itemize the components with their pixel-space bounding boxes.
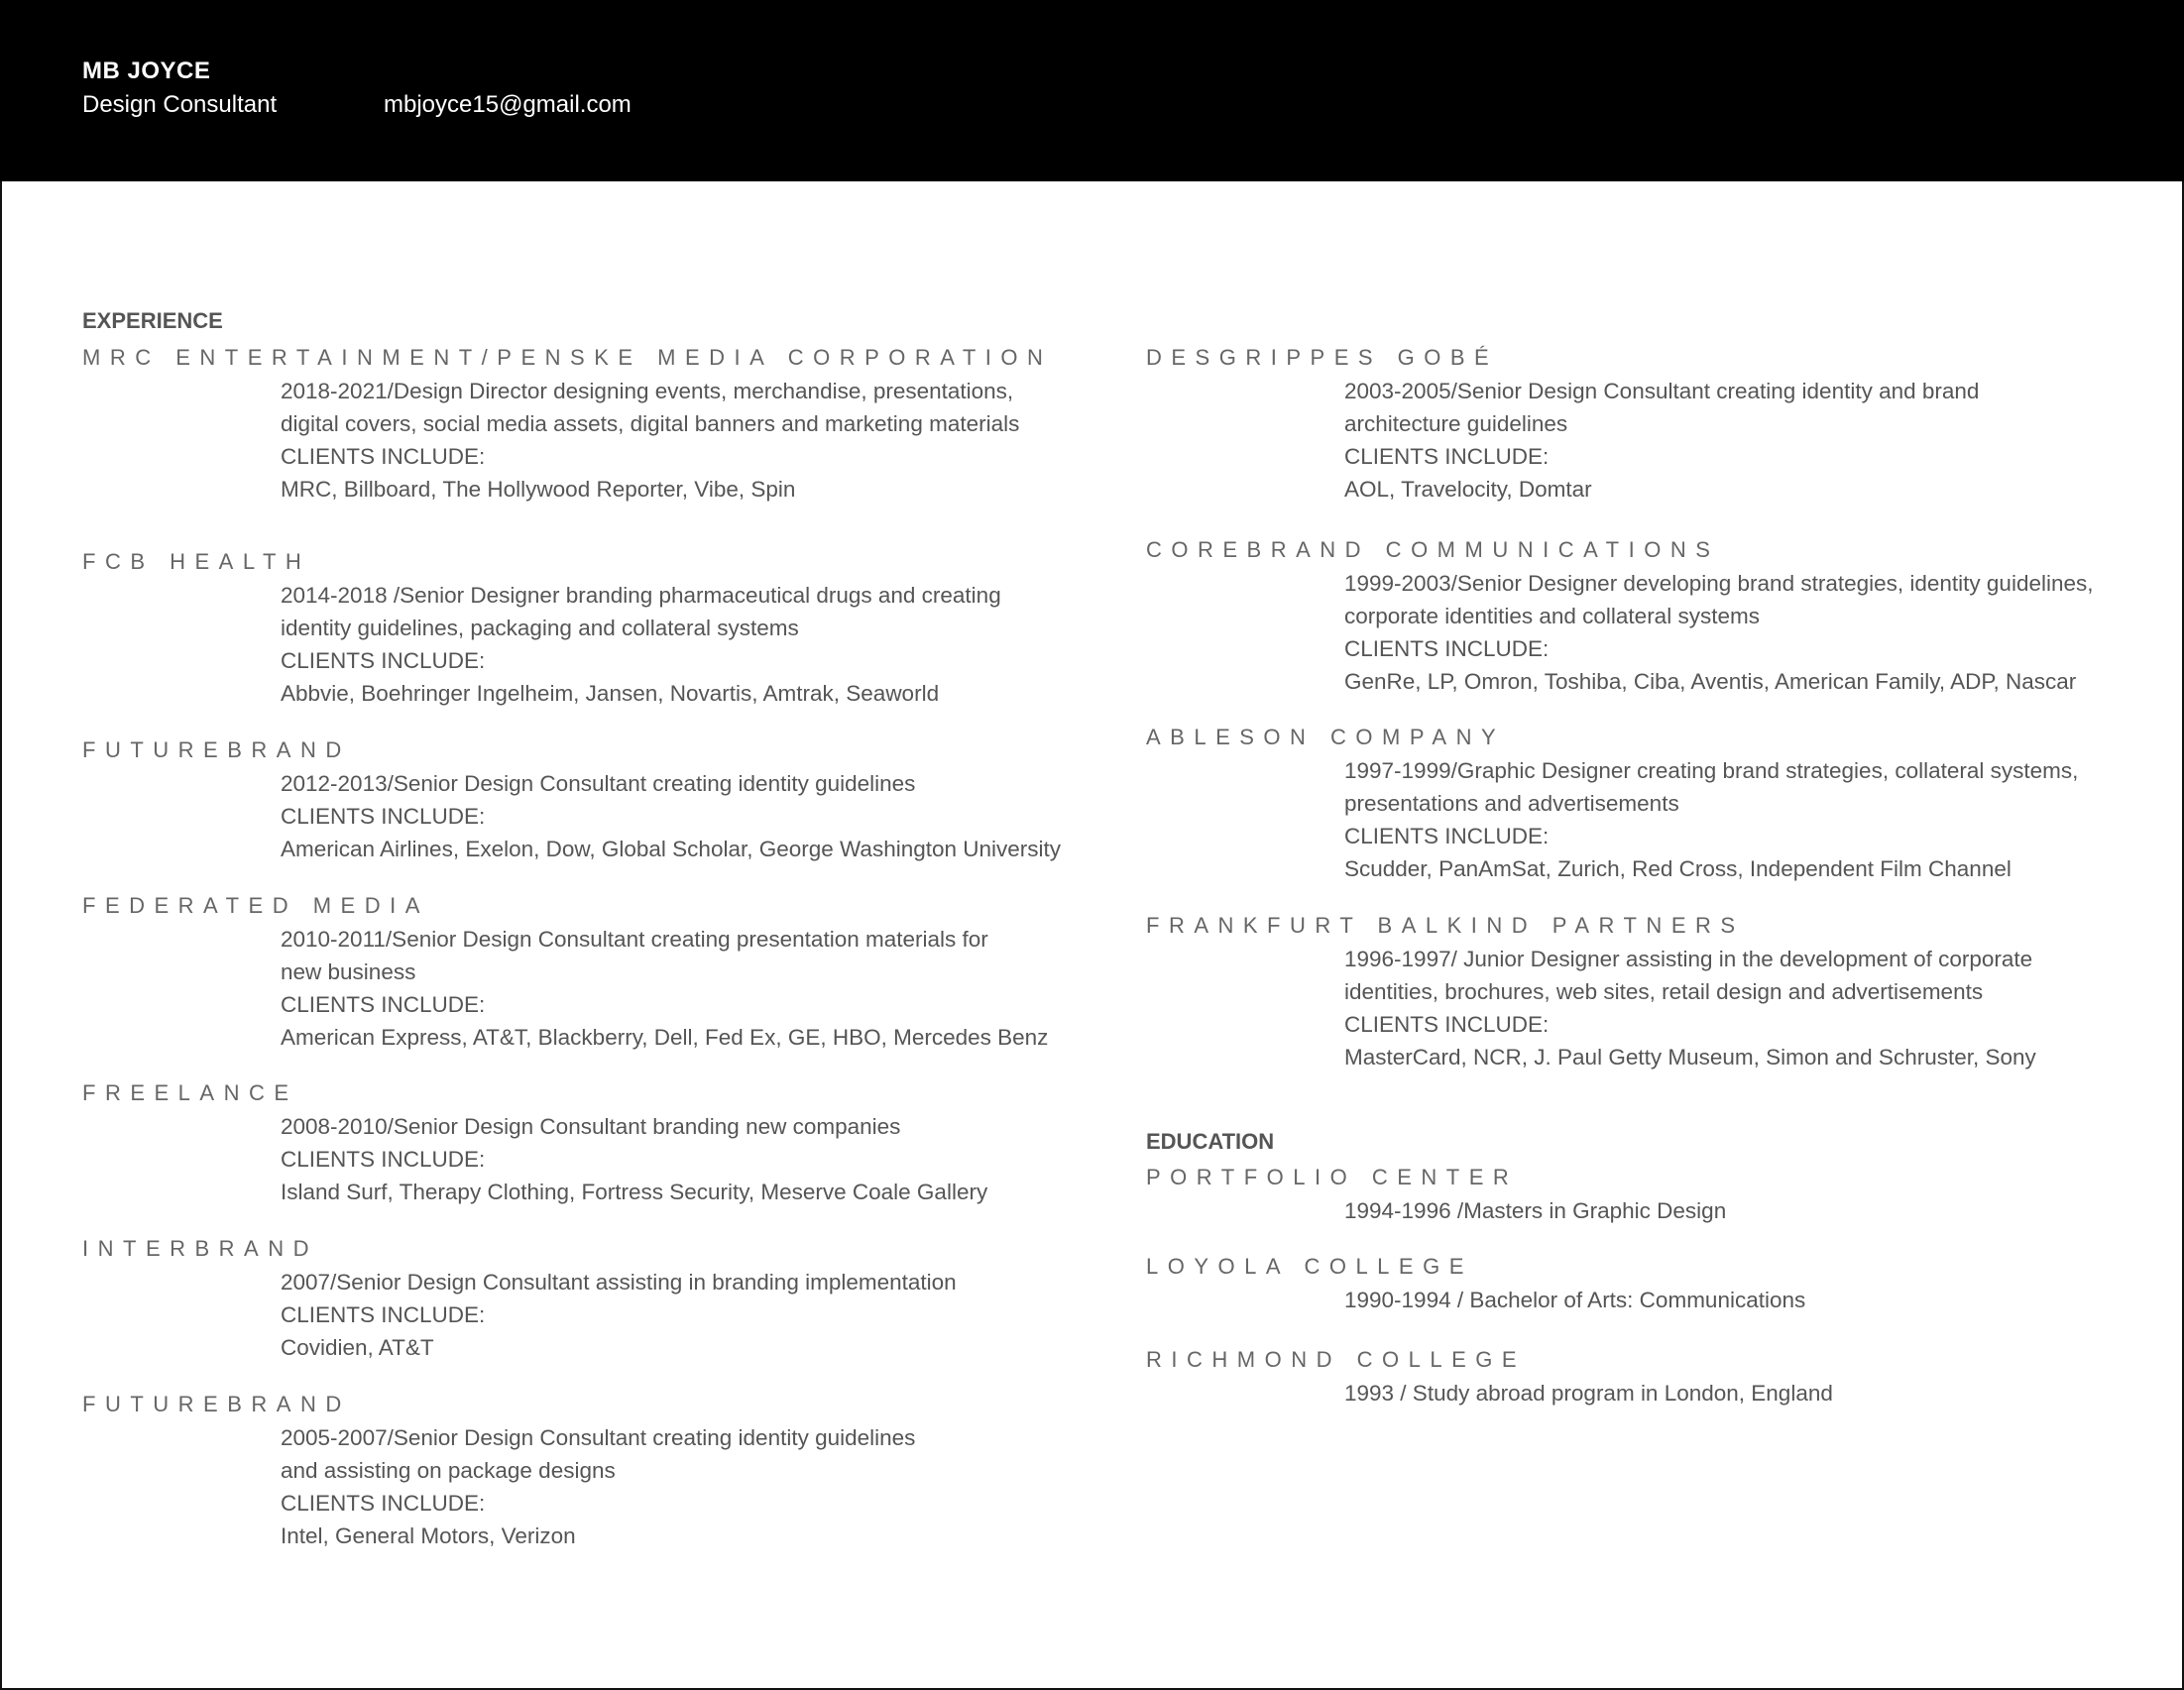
header-bar	[0, 0, 2184, 181]
detail-line: Scudder, PanAmSat, Zurich, Red Cross, Independent Film Channel	[1344, 856, 2012, 881]
detail-line: AOL, Travelocity, Domtar	[1344, 477, 1592, 502]
detail-line: CLIENTS INCLUDE:	[1344, 636, 1550, 661]
experience-entry	[82, 1388, 915, 1552]
school-name: LOYOLA COLLEGE	[1146, 1254, 1473, 1279]
detail-line: digital covers, social media assets, digital banners and marketing materials	[281, 411, 1020, 436]
company-name: DESGRIPPES GOBÉ	[1146, 345, 1499, 370]
detail-line: CLIENTS INCLUDE:	[281, 992, 486, 1017]
entry-details	[1344, 1284, 1805, 1316]
detail-line: CLIENTS INCLUDE:	[281, 648, 486, 673]
detail-line: 2012-2013/Senior Design Consultant creating identity guidelines	[281, 771, 916, 796]
company-name: FEDERATED MEDIA	[82, 893, 429, 918]
detail-line: architecture guidelines	[1344, 411, 1568, 436]
entry-details	[1344, 1194, 1726, 1227]
detail-line: identities, brochures, web sites, retail design and advertisements	[1344, 979, 1984, 1004]
detail-line: CLIENTS INCLUDE:	[1344, 824, 1550, 848]
detail-line: 1990-1994 / Bachelor of Arts: Communications	[1344, 1288, 1806, 1312]
detail-line: MRC, Billboard, The Hollywood Reporter, Vibe, Spin	[281, 477, 796, 502]
entry-details	[281, 767, 1061, 865]
detail-line: 2014-2018 /Senior Designer branding pharmaceutical drugs and creating	[281, 583, 1001, 608]
company-name: INTERBRAND	[82, 1236, 319, 1261]
school-name: PORTFOLIO CENTER	[1146, 1165, 1519, 1189]
experience-entry	[82, 1232, 957, 1364]
detail-line: identity guidelines, packaging and collateral systems	[281, 616, 799, 640]
company-name: MRC ENTERTAINMENT/PENSKE MEDIA CORPORATION	[82, 345, 1053, 370]
company-name: FREELANCE	[82, 1080, 298, 1105]
school-name: RICHMOND COLLEGE	[1146, 1347, 1527, 1372]
entry-details	[281, 1421, 915, 1552]
detail-line: CLIENTS INCLUDE:	[281, 1147, 486, 1172]
entry-details	[281, 1110, 987, 1208]
detail-line: 1999-2003/Senior Designer developing brand strategies, identity guidelines,	[1344, 571, 2094, 596]
entry-details	[281, 579, 1001, 710]
detail-line: 2018-2021/Design Director designing events, merchandise, presentations,	[281, 379, 1014, 403]
education-entry	[1146, 1250, 1805, 1316]
detail-line: 2003-2005/Senior Design Consultant creating identity and brand	[1344, 379, 1980, 403]
company-name: ABLESON COMPANY	[1146, 725, 1506, 749]
detail-line: 1996-1997/ Junior Designer assisting in the development of corporate	[1344, 947, 2033, 971]
experience-entry	[1146, 341, 1979, 506]
experience-entry	[1146, 909, 2036, 1073]
entry-details	[1344, 943, 2036, 1073]
experience-entry	[1146, 721, 2078, 885]
company-name: FCB HEALTH	[82, 549, 311, 574]
detail-line: 2007/Senior Design Consultant assisting in branding implementation	[281, 1270, 957, 1295]
entry-details	[1344, 375, 1979, 506]
detail-line: new business	[281, 959, 416, 984]
detail-line: American Airlines, Exelon, Dow, Global Scholar, George Washington University	[281, 837, 1062, 861]
experience-entry	[82, 341, 1052, 506]
entry-details	[281, 1266, 957, 1364]
experience-entry	[82, 733, 1061, 865]
entry-details	[1344, 1377, 1833, 1409]
detail-line: and assisting on package designs	[281, 1458, 616, 1483]
company-name: FUTUREBRAND	[82, 1392, 351, 1416]
education-entry	[1146, 1343, 1833, 1409]
detail-line: Intel, General Motors, Verizon	[281, 1523, 576, 1548]
detail-line: MasterCard, NCR, J. Paul Getty Museum, Simon and Schruster, Sony	[1344, 1045, 2036, 1070]
entry-details	[1344, 567, 2094, 698]
detail-line: corporate identities and collateral systems	[1344, 604, 1760, 628]
detail-line: CLIENTS INCLUDE:	[281, 444, 486, 469]
education-entry	[1146, 1161, 1726, 1227]
candidate-email[interactable]: mbjoyce15@gmail.com	[384, 91, 632, 118]
detail-line: 1997-1999/Graphic Designer creating brand strategies, collateral systems,	[1344, 758, 2079, 783]
detail-line: Abbvie, Boehringer Ingelheim, Jansen, Novartis, Amtrak, Seaworld	[281, 681, 940, 706]
candidate-role: Design Consultant	[82, 91, 278, 118]
candidate-name: MB JOYCE	[82, 57, 211, 84]
entry-details	[281, 375, 1052, 506]
company-name: COREBRAND COMMUNICATIONS	[1146, 537, 1720, 562]
detail-line: 2008-2010/Senior Design Consultant branding new companies	[281, 1114, 901, 1139]
experience-entry	[82, 889, 1048, 1054]
experience-entry	[82, 1076, 987, 1208]
entry-details	[281, 923, 1048, 1054]
detail-line: CLIENTS INCLUDE:	[281, 1302, 486, 1327]
experience-entry	[1146, 533, 2094, 698]
detail-line: American Express, AT&T, Blackberry, Dell, Fed Ex, GE, HBO, Mercedes Benz	[281, 1025, 1049, 1050]
detail-line: 2010-2011/Senior Design Consultant creating presentation materials for	[281, 927, 988, 952]
detail-line: 2005-2007/Senior Design Consultant creating identity guidelines	[281, 1425, 916, 1450]
company-name: FRANKFURT BALKIND PARTNERS	[1146, 913, 1745, 938]
detail-line: Covidien, AT&T	[281, 1335, 434, 1360]
detail-line: 1993 / Study abroad program in London, England	[1344, 1381, 1833, 1406]
company-name: FUTUREBRAND	[82, 737, 351, 762]
detail-line: 1994-1996 /Masters in Graphic Design	[1344, 1198, 1727, 1223]
detail-line: GenRe, LP, Omron, Toshiba, Ciba, Aventis, American Family, ADP, Nascar	[1344, 669, 2077, 694]
detail-line: Island Surf, Therapy Clothing, Fortress Security, Meserve Coale Gallery	[281, 1180, 988, 1204]
education-heading: EDUCATION	[1146, 1129, 1275, 1154]
experience-heading: EXPERIENCE	[82, 308, 223, 333]
detail-line: CLIENTS INCLUDE:	[281, 804, 486, 829]
detail-line: presentations and advertisements	[1344, 791, 1679, 816]
detail-line: CLIENTS INCLUDE:	[1344, 444, 1550, 469]
detail-line: CLIENTS INCLUDE:	[281, 1491, 486, 1516]
experience-entry	[82, 545, 1001, 710]
detail-line: CLIENTS INCLUDE:	[1344, 1012, 1550, 1037]
entry-details	[1344, 754, 2078, 885]
